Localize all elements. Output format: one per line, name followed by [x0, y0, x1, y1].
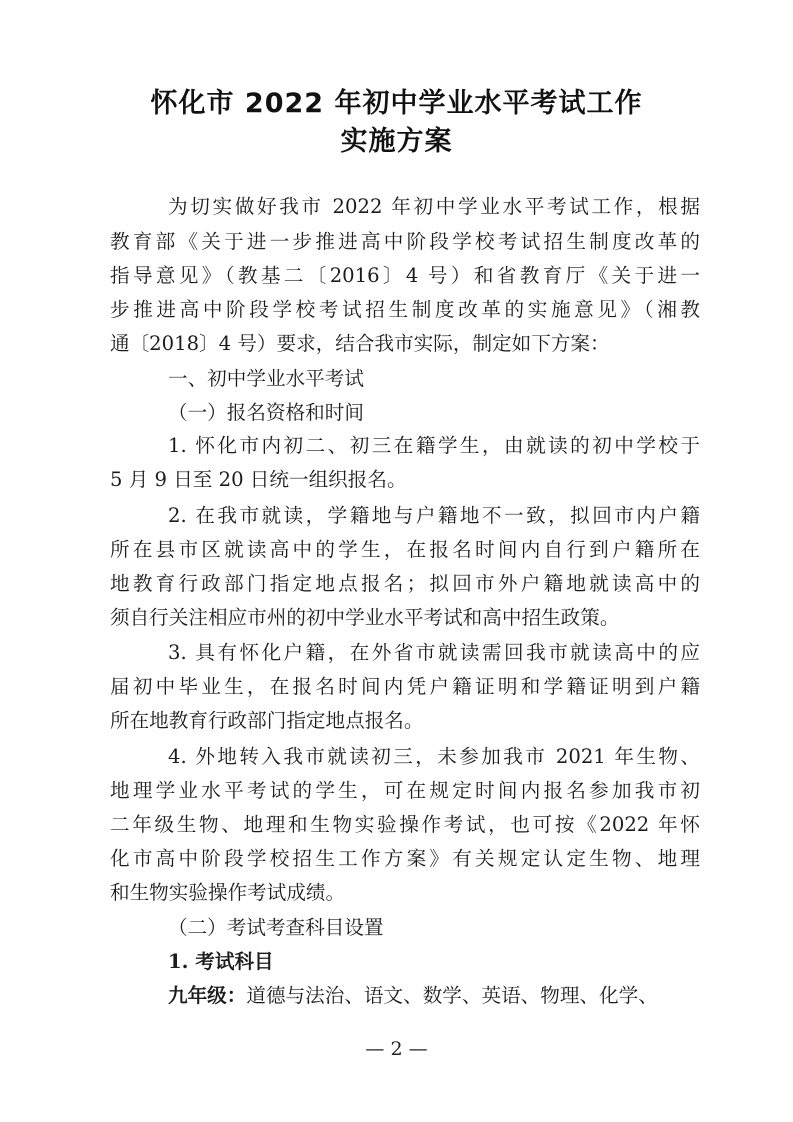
document-title-line2: 实施方案	[340, 126, 453, 157]
item2-line-1: 2. 在我市就读，学籍地与户籍地不一致，拟回市内户籍	[168, 504, 700, 527]
item4-line-3: 二年级生物、地理和生物实验操作考试，也可按《2022 年怀	[110, 813, 700, 836]
item2-line-3: 地教育行政部门指定地点报名；拟回市外户籍地就读高中的	[110, 572, 700, 595]
item4-line-1: 4. 外地转入我市就读初三，未参加我市 2021 年生物、	[168, 745, 700, 768]
section-heading-1: 一、初中学业水平考试	[168, 367, 364, 390]
subsection-heading-2: （二）考试考查科目设置	[168, 916, 384, 939]
item1-line-2: 5 月 9 日至 20 日统一组织报名。	[110, 468, 407, 491]
item4-line-4: 化市高中阶段学校招生工作方案》有关规定认定生物、地理	[110, 847, 700, 870]
intro-line-1: 为切实做好我市 2022 年初中学业水平考试工作，根据	[168, 195, 700, 218]
item3-line-1: 3. 具有怀化户籍，在外省市就读需回我市就读高中的应	[168, 641, 700, 664]
item4-line-2: 地理学业水平考试的学生，可在规定时间内报名参加我市初	[110, 779, 700, 802]
grade9-subjects: 道德与法治、语文、数学、英语、物理、化学、	[246, 984, 658, 1007]
document-title-line1: 怀化市 2022 年初中学业水平考试工作	[150, 88, 643, 119]
grade9-line	[168, 986, 700, 1006]
item3-line-2: 届初中毕业生，在报名时间内凭户籍证明和学籍证明到户籍	[110, 675, 700, 698]
page-number: — 2 —	[365, 1038, 428, 1060]
item1-line-1: 1. 怀化市内初二、初三在籍学生，由就读的初中学校于	[168, 434, 700, 457]
item3-line-3: 所在地教育行政部门指定地点报名。	[110, 709, 424, 732]
subsection-heading-1: （一）报名资格和时间	[168, 401, 364, 424]
exam-subjects-heading: 1. 考试科目	[168, 950, 274, 973]
intro-line-4: 步推进高中阶段学校考试招生制度改革的实施意见》（湘教	[110, 298, 700, 321]
intro-line-2: 教育部《关于进一步推进高中阶段学校考试招生制度改革的	[110, 230, 700, 253]
item2-line-2: 所在县市区就读高中的学生，在报名时间内自行到户籍所在	[110, 538, 700, 561]
item2-line-4: 须自行关注相应市州的初中学业水平考试和高中招生政策。	[110, 606, 620, 629]
intro-line-3: 指导意见》（教基二〔2016〕4 号）和省教育厅《关于进一	[110, 264, 700, 287]
grade9-label: 九年级：	[168, 984, 247, 1007]
item4-line-5: 和生物实验操作考试成绩。	[110, 881, 346, 904]
intro-line-5: 通〔2018〕4 号）要求，结合我市实际，制定如下方案：	[110, 332, 610, 355]
